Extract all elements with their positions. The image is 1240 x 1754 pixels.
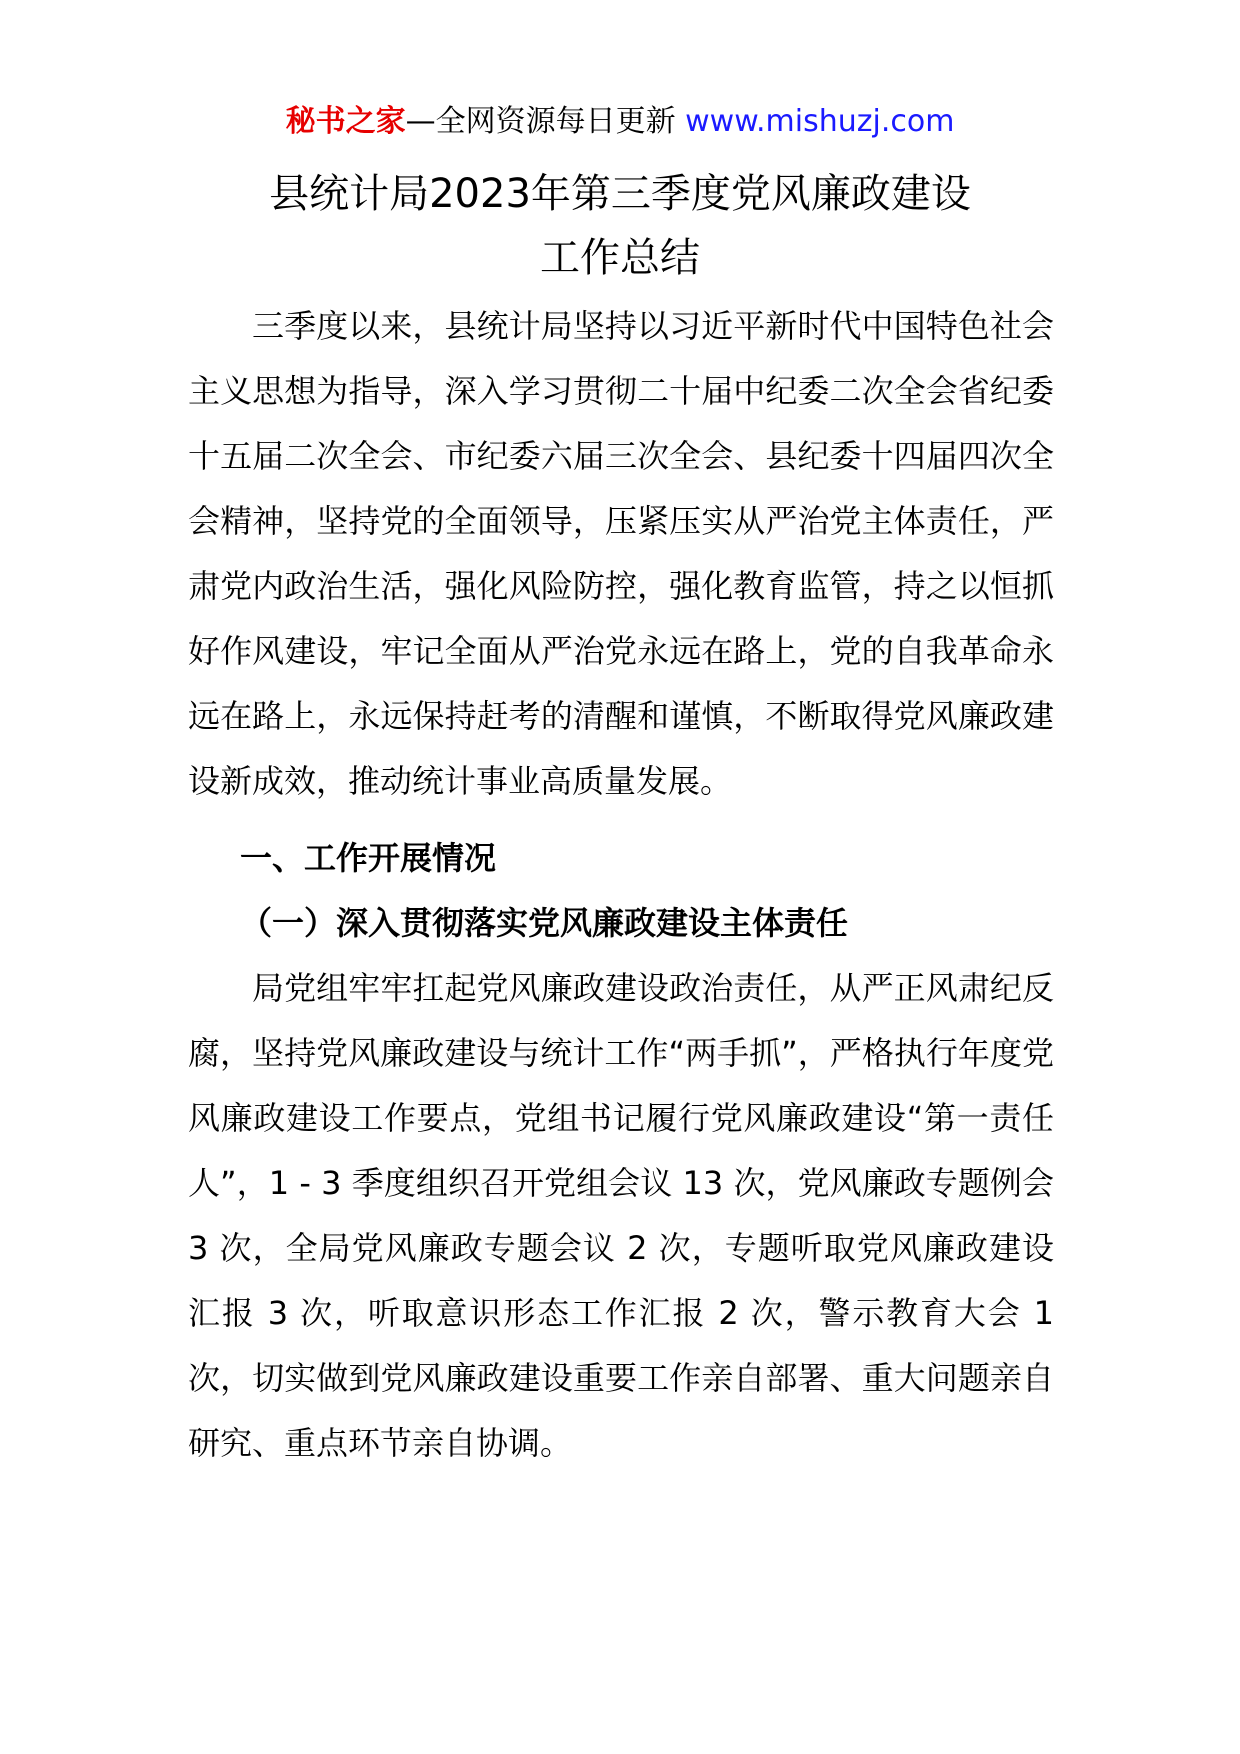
subsection-1-paragraph: 局党组牢牢扛起党风廉政建设政治责任，从严正风肃纪反腐，坚持党风廉政建设与统计工作“两手抓”，严格执行年度党风廉政建设工作要点，党组书记履行党风廉政建设“第一责任人”，1 - 3 季度组织召开党组会议 13 次，党风廉政专题例会 3 次，全局党风廉政专题会议 2 次，专题听取党风廉政建设汇报 3 次，听取意识形态工作汇报 2 次，警示教育大会 1 次，切实做到党风廉政建设重要工作亲自部署、重大问题亲自研究、重点环节亲自协调。 [188, 969, 1054, 1462]
document-title-line-1: 县统计局2023年第三季度党风廉政建设 [269, 171, 971, 217]
document-title-line-2: 工作总结 [540, 235, 700, 281]
site-url-link[interactable]: www.mishuzj.com [685, 104, 955, 139]
watermark-header [0, 100, 1240, 144]
subsection-heading-1: （一）深入贯彻落实党风廉政建设主体责任 [240, 904, 849, 942]
brand-name: 秘书之家 [285, 104, 406, 139]
intro-paragraph: 三季度以来，县统计局坚持以习近平新时代中国特色社会主义思想为指导，深入学习贯彻二十届中纪委二次全会省纪委十五届二次全会、市纪委六届三次全会、县纪委十四届四次全会精神，坚持党的全面领导，压紧压实从严治党主体责任，严肃党内政治生活，强化风险防控，强化教育监管，持之以恒抓好作风建设，牢记全面从严治党永远在路上，党的自我革命永远在路上，永远保持赶考的清醒和谨慎，不断取得党风廉政建设新成效，推动统计事业高质量发展。 [188, 307, 1054, 800]
document-body [188, 294, 1054, 1476]
section-heading-1: 一、工作开展情况 [240, 839, 497, 877]
header-tagline: —全网资源每日更新 [405, 104, 676, 139]
